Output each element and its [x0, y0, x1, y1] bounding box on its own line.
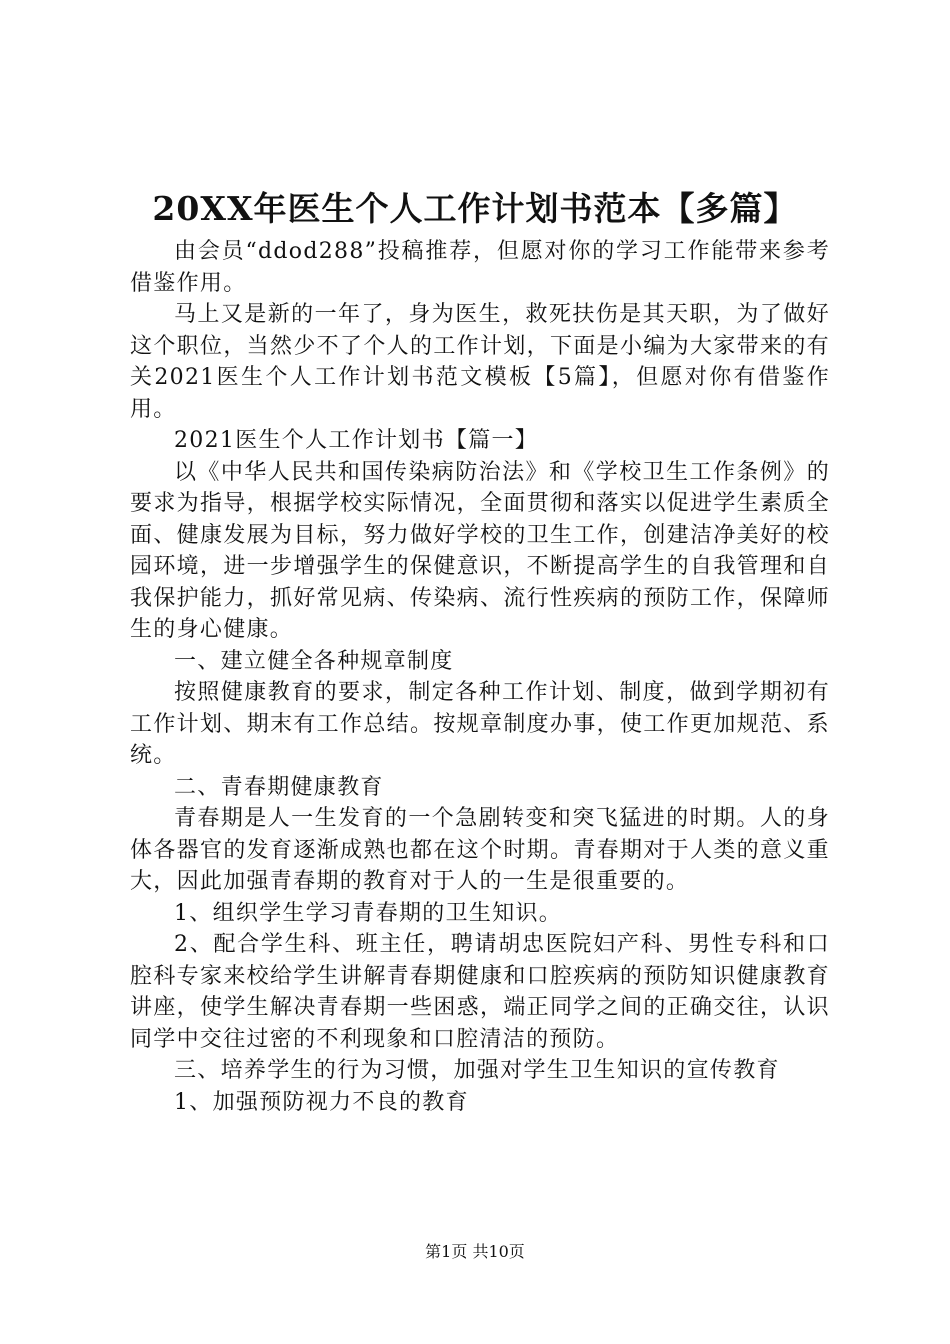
- list-item-2: 2、配合学生科、班主任，聘请胡忠医院妇产科、男性专科和口腔科专家来校给学生讲解青春期健康和口腔疾病的预防知识健康教育讲座，使学生解决青春期一些困惑，端正同学之间的正确交往，认识同学中交往过密的不利现象和口腔清洁的预防。: [130, 932, 830, 1052]
- paragraph-guideline: 以《中华人民共和国传染病防治法》和《学校卫生工作条例》的要求为指导，根据学校实际情况，全面贯彻和落实以促进学生素质全面、健康发展为目标，努力做好学校的卫生工作，创建洁净美好的校园环境，进一步增强学生的保健意识，不断提高学生的自我管理和自我保护能力，抓好常见病、传染病、流行性疾病的预防工作，保障师生的身心健康。: [130, 459, 830, 642]
- section-heading-part-one: 2021医生个人工作计划书【篇一】: [174, 428, 539, 453]
- paragraph-preface: 马上又是新的一年了，身为医生，救死扶伤是其天职，为了做好这个职位，当然少不了个人的工作计划，下面是小编为大家带来的有关2021医生个人工作计划书范文模板【5篇】，但愿对你有借鉴作用。: [130, 302, 830, 422]
- paragraph-intro: 由会员“ddod288”投稿推荐，但愿对你的学习工作能带来参考借鉴作用。: [130, 239, 830, 296]
- paragraph-rules: 按照健康教育的要求，制定各种工作计划、制度，做到学期初有工作计划、期末有工作总结。按规章制度办事，使工作更加规范、系统。: [130, 680, 830, 768]
- document-body: [130, 236, 830, 1118]
- section-heading-rules: 一、建立健全各种规章制度: [174, 648, 454, 674]
- list-item-1: 1、组织学生学习青春期的卫生知识。: [174, 900, 563, 926]
- section-heading-habits: 三、培养学生的行为习惯，加强对学生卫生知识的宣传教育: [174, 1058, 780, 1083]
- document-title: 20XX年医生个人工作计划书范本【多篇】: [152, 189, 798, 228]
- page-footer: 第1页 共10页: [425, 1242, 525, 1261]
- section-heading-adolescence: 二、青春期健康教育: [174, 774, 384, 800]
- list-item-vision: 1、加强预防视力不良的教育: [174, 1089, 469, 1115]
- paragraph-adolescence: 青春期是人一生发育的一个急剧转变和突飞猛进的时期。人的身体各器官的发育逐渐成熟也都在这个时期。青春期对于人类的意义重大，因此加强青春期的教育对于人的一生是很重要的。: [130, 806, 830, 894]
